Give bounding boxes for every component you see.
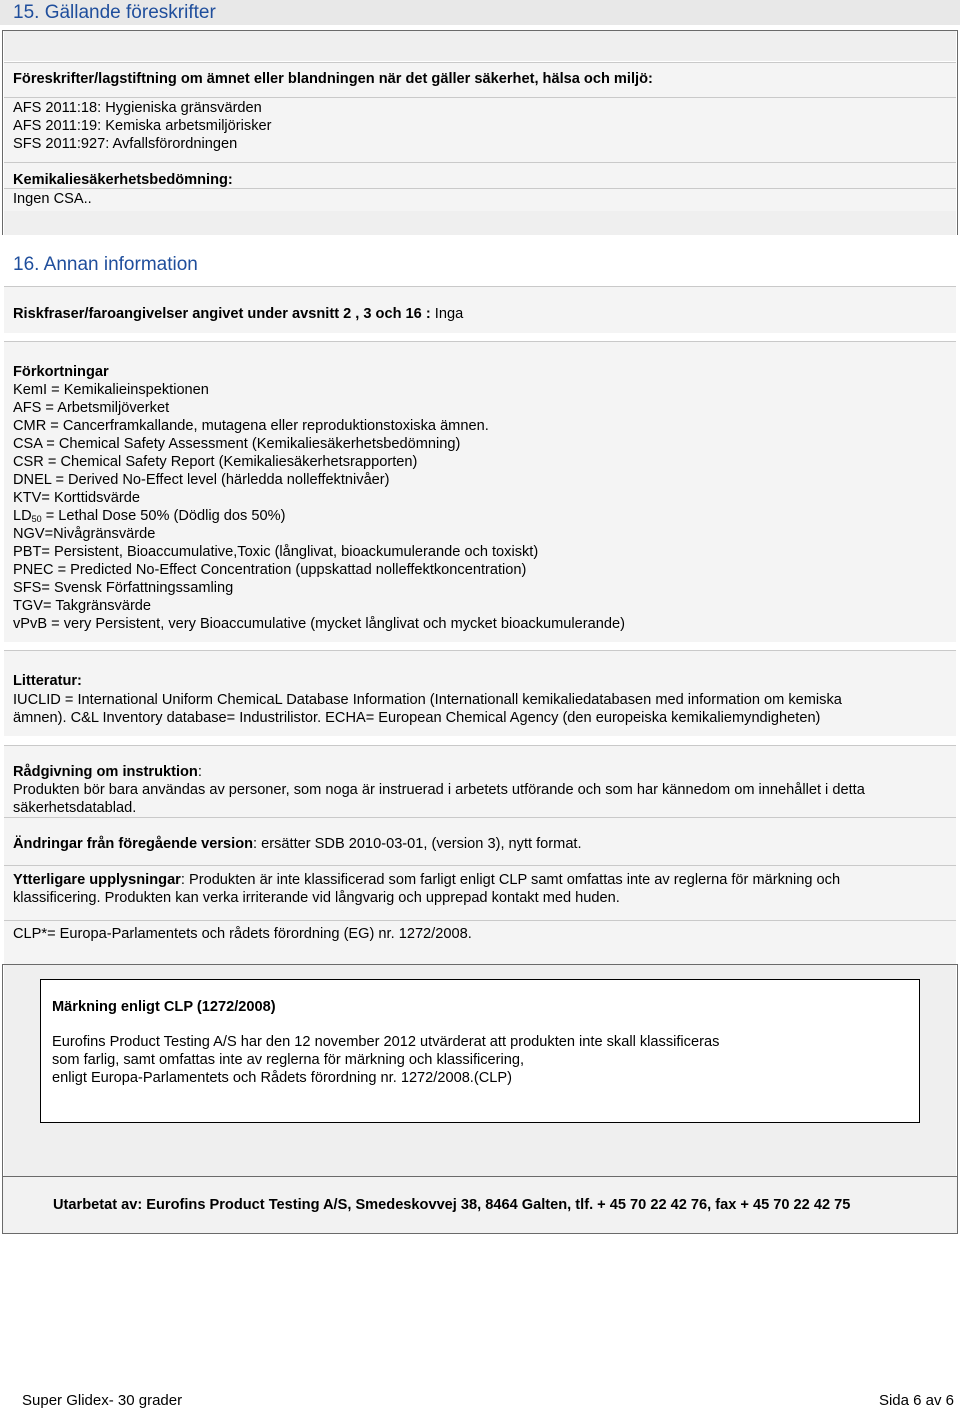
changes-label: Ändringar från föregående version — [13, 836, 254, 852]
abbreviation-item: CSR = Chemical Safety Report (Kemikaliesäkerhetsrapporten) — [13, 454, 418, 470]
regulation-item: AFS 2011:19: Kemiska arbetsmiljörisker — [13, 118, 272, 134]
advice-label-colon: : — [197, 764, 202, 780]
abbreviations-heading: Förkortningar — [13, 364, 109, 380]
abbreviation-item: DNEL = Derived No-Effect level (härledda nolleffektnivåer) — [13, 472, 390, 488]
marking-frame-right — [957, 964, 958, 1234]
marking-box-title: Märkning enligt CLP (1272/2008) — [52, 999, 276, 1015]
literature-label: Litteratur: — [13, 673, 82, 689]
abbreviation-item: PNEC = Predicted No-Effect Concentration (uppskattad nolleffektkoncentration) — [13, 562, 527, 578]
literature-line: IUCLID = International Uniform ChemicaL Database Information (Internationall kemikaliedatabasen med information om kemiska — [13, 692, 842, 708]
csa-value: Ingen CSA.. — [13, 191, 92, 207]
advice-line: Produkten bör bara användas av personer, som noga är instruerad i arbetets utförande och som har kännedom om innehållet i detta — [13, 782, 865, 798]
csa-label: Kemikaliesäkerhetsbedömning: — [13, 172, 233, 188]
risk-phrases-value: Inga — [434, 306, 464, 322]
section-15-spacer — [4, 31, 956, 61]
frame-left-line — [2, 30, 3, 235]
regulation-item: AFS 2011:18: Hygieniska gränsvärden — [13, 100, 262, 116]
section-15-bottom-spacer — [4, 211, 956, 235]
abbreviation-item: NGV=Nivågränsvärde — [13, 526, 156, 542]
section-16-heading: 16. Annan information — [13, 254, 198, 275]
abbreviation-item: SFS= Svensk Författningssamling — [13, 580, 234, 596]
abbreviation-item: KemI = Kemikalieinspektionen — [13, 382, 209, 398]
abbreviation-item: vPvB = very Persistent, very Bioaccumulative (mycket långlivat och mycket bioackumulerande) — [13, 616, 625, 632]
prepared-by-bottom-line — [2, 1233, 958, 1234]
abbreviation-item: CMR = Cancerframkallande, mutagena eller reproduktionstoxiska ämnen. — [13, 418, 489, 434]
frame-right-line — [957, 30, 958, 235]
risk-phrases — [13, 305, 463, 323]
section-15-heading: 15. Gällande föreskrifter — [13, 2, 216, 23]
csa-value-row — [4, 188, 956, 211]
abbreviation-item: TGV= Takgränsvärde — [13, 598, 152, 614]
abbreviation-item: PBT= Persistent, Bioaccumulative,Toxic (långlivat, bioackumulerande och toxiskt) — [13, 544, 539, 560]
marking-box-line: Eurofins Product Testing A/S har den 12 november 2012 utvärderat att produkten inte skall klassificeras — [52, 1034, 720, 1050]
ld-prefix: LD — [13, 508, 32, 524]
advice-label-bold: Rådgivning om instruktion — [13, 764, 198, 780]
prepared-by: Utarbetat av: Eurofins Product Testing A/S, Smedeskovvej 38, 8464 Galten, tlf. + 45 70 22 42 76, fax + 45 70 22 42 75 — [53, 1197, 851, 1213]
marking-box-line: enligt Europa-Parlamentets och Rådets förordning nr. 1272/2008.(CLP) — [52, 1070, 512, 1086]
abbreviation-item-ld50 — [13, 507, 285, 525]
literature-line: ämnen). C&L Inventory database= Industrilistor. ECHA= European Chemical Agency (den europeiska kemikaliemyndigheten) — [13, 710, 821, 726]
abbreviation-item: AFS = Arbetsmiljöverket — [13, 400, 170, 416]
advice-label — [13, 763, 202, 781]
footer-product-name: Super Glidex- 30 grader — [22, 1392, 183, 1409]
advice-line: säkerhetsdatablad. — [13, 800, 137, 816]
changes-value: : ersätter SDB 2010-03-01, (version 3), nytt format. — [253, 836, 582, 852]
abbreviation-item: CSA = Chemical Safety Assessment (Kemikaliesäkerhetsbedömning) — [13, 436, 461, 452]
further-info-text: : Produkten är inte klassificerad som farligt enligt CLP samt omfattas inte av reglerna för märkning och — [180, 872, 841, 888]
regulations-label: Föreskrifter/lagstiftning om ämnet eller blandningen när det gäller säkerhet, hälsa och miljö: — [13, 71, 653, 87]
ld-suffix: = Lethal Dose 50% (Dödlig dos 50%) — [41, 508, 286, 524]
ld-subscript: 50 — [31, 514, 42, 524]
further-info-line — [13, 871, 840, 889]
regulation-item: SFS 2011:927: Avfallsförordningen — [13, 136, 238, 152]
further-info-label: Ytterligare upplysningar — [13, 872, 181, 888]
abbreviation-item: KTV= Korttidsvärde — [13, 490, 140, 506]
changes-line — [13, 835, 582, 853]
clp-note: CLP*= Europa-Parlamentets och rådets förordning (EG) nr. 1272/2008. — [13, 926, 472, 942]
marking-box-line: som farlig, samt omfattas inte av reglerna för märkning och klassificering, — [52, 1052, 525, 1068]
further-info-line: klassificering. Produkten kan verka irriterande vid långvarig och upprepad kontakt med huden. — [13, 890, 620, 906]
risk-phrases-label: Riskfraser/faroangivelser angivet under avsnitt 2 , 3 och 16 : — [13, 306, 431, 322]
footer-page-number: Sida 6 av 6 — [878, 1392, 954, 1409]
